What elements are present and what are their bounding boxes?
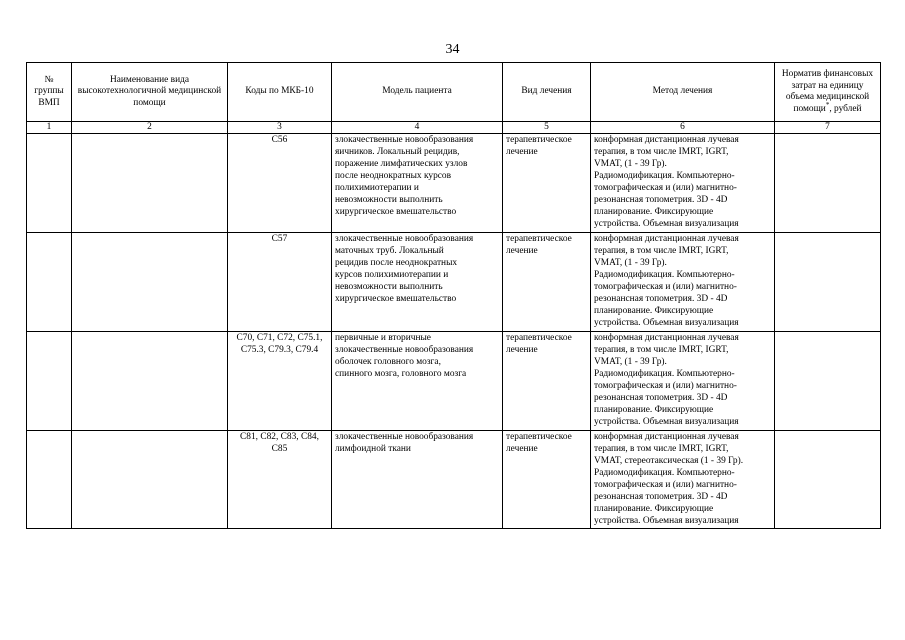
column-number: 5 <box>503 122 591 134</box>
cell-patient-model: злокачественные новообразования лимфоидной ткани <box>332 431 503 529</box>
cell-group-number <box>27 332 72 431</box>
header-cost-footnote-mark: * <box>825 100 830 109</box>
header-patient-model: Модель пациента <box>332 63 503 122</box>
column-number: 4 <box>332 122 503 134</box>
cell-icd10-codes: C70, C71, C72, C75.1, C75.3, C79.3, C79.4 <box>228 332 332 431</box>
header-group-number: № группы ВМП <box>27 63 72 122</box>
column-number: 3 <box>228 122 332 134</box>
cell-treatment-type: терапевтическое лечение <box>503 431 591 529</box>
cell-care-type-name <box>72 431 228 529</box>
table-row <box>27 233 881 332</box>
cell-treatment-method: конформная дистанционная лучевая терапия, в том числе IMRT, IGRT, VMAT, стереотаксическая (1 - 39 Гр). Радиомодификация. Компьютерно- томографическая и (или) магнитно- резонансная топометрия. 3D - 4D планирование. Фиксирующие устройства. Объемная визуализация <box>591 431 775 529</box>
vmp-table <box>26 62 881 529</box>
header-icd10-codes: Коды по МКБ-10 <box>228 63 332 122</box>
cell-treatment-method: конформная дистанционная лучевая терапия, в том числе IMRT, IGRT, VMAT, (1 - 39 Гр). Радиомодификация. Компьютерно- томографическая и (или) магнитно- резонансная топометрия. 3D - 4D планирование. Фиксирующие устройства. Объемная визуализация <box>591 332 775 431</box>
header-treatment-method: Метод лечения <box>591 63 775 122</box>
column-number-row <box>27 122 881 134</box>
cell-patient-model: первичные и вторичные злокачественные новообразования оболочек головного мозга, спинного мозга, головного мозга <box>332 332 503 431</box>
cell-cost-standard <box>775 233 881 332</box>
cell-care-type-name <box>72 134 228 233</box>
header-cost-standard <box>775 63 881 122</box>
header-cost-standard-tail: , рублей <box>829 103 862 114</box>
cell-group-number <box>27 134 72 233</box>
cell-treatment-method: конформная дистанционная лучевая терапия, в том числе IMRT, IGRT, VMAT, (1 - 39 Гр). Радиомодификация. Компьютерно- томографическая и (или) магнитно- резонансная топометрия. 3D - 4D планирование. Фиксирующие устройства. Объемная визуализация <box>591 134 775 233</box>
header-cost-standard-main: Норматив финансовых затрат на единицу объема медицинской помощи <box>781 69 874 114</box>
table-row <box>27 431 881 529</box>
cell-treatment-type: терапевтическое лечение <box>503 332 591 431</box>
cell-cost-standard <box>775 431 881 529</box>
cell-treatment-type: терапевтическое лечение <box>503 233 591 332</box>
header-treatment-type: Вид лечения <box>503 63 591 122</box>
cell-group-number <box>27 431 72 529</box>
column-number: 6 <box>591 122 775 134</box>
cell-group-number <box>27 233 72 332</box>
column-number: 1 <box>27 122 72 134</box>
cell-icd10-codes: C57 <box>228 233 332 332</box>
cell-treatment-type: терапевтическое лечение <box>503 134 591 233</box>
column-number: 7 <box>775 122 881 134</box>
column-number: 2 <box>72 122 228 134</box>
cell-cost-standard <box>775 134 881 233</box>
cell-care-type-name <box>72 332 228 431</box>
cell-patient-model: злокачественные новообразования маточных труб. Локальный рецидив после неоднократных курсов полихимиотерапии и невозможности выполнить хирургическое вмешательство <box>332 233 503 332</box>
cell-care-type-name <box>72 233 228 332</box>
cell-icd10-codes: C81, C82, C83, C84, C85 <box>228 431 332 529</box>
table-row <box>27 332 881 431</box>
page-number: 34 <box>445 42 460 57</box>
header-row <box>27 63 881 122</box>
table-row <box>27 134 881 233</box>
cell-cost-standard <box>775 332 881 431</box>
cell-treatment-method: конформная дистанционная лучевая терапия, в том числе IMRT, IGRT, VMAT, (1 - 39 Гр). Радиомодификация. Компьютерно- томографическая и (или) магнитно- резонансная топометрия. 3D - 4D планирование. Фиксирующие устройства. Объемная визуализация <box>591 233 775 332</box>
cell-icd10-codes: C56 <box>228 134 332 233</box>
header-care-type-name: Наименование вида высокотехнологичной медицинской помощи <box>72 63 228 122</box>
cell-patient-model: злокачественные новообразования яичников. Локальный рецидив, поражение лимфатических узлов после неоднократных курсов полихимиотерапии и невозможности выполнить хирургическое вмешательство <box>332 134 503 233</box>
